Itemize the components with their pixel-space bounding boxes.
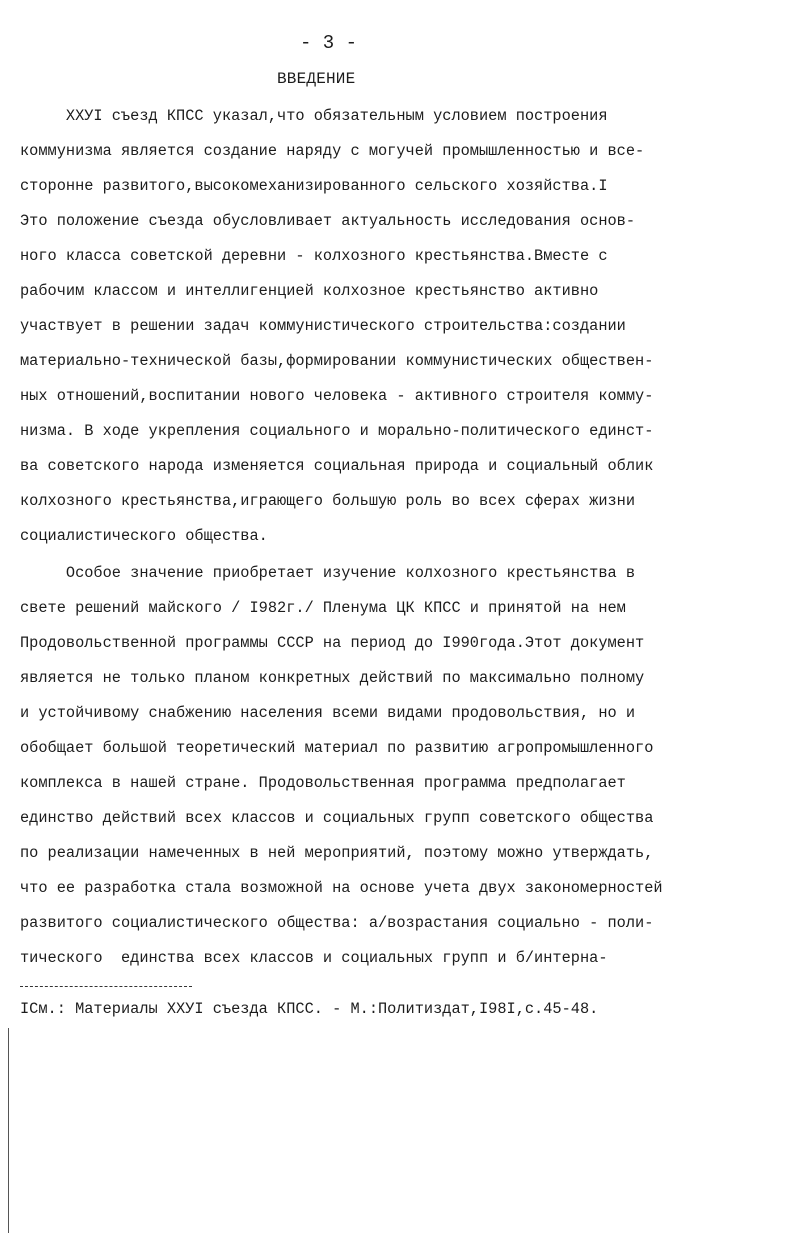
margin-line — [8, 1028, 9, 1233]
text-line: участвует в решении задач коммунистического строительства:создании — [20, 317, 626, 335]
text-line: Это положение съезда обусловливает актуальность исследования основ- — [20, 212, 636, 230]
text-line: является не только планом конкретных действий по максимально полному — [20, 669, 645, 687]
text-line: Особое значение приобретает изучение колхозного крестьянства в — [20, 564, 636, 582]
text-line: материально-технической базы,формировании коммунистических обществен- — [20, 352, 654, 370]
page-number: - 3 - — [300, 32, 358, 54]
text-line: ва советского народа изменяется социальная природа и социальный облик — [20, 457, 654, 475]
text-line: рабочим классом и интеллигенцией колхозное крестьянство активно — [20, 282, 599, 300]
paragraph-2 — [20, 556, 770, 976]
text-line: ХХУI съезд КПСС указал,что обязательным условием построения — [20, 107, 608, 125]
footnote: IСм.: Материалы ХХУI съезда КПСС. - М.:Политиздат,I98I,с.45-48. — [20, 1000, 599, 1018]
text-line: и устойчивому снабжению населения всеми видами продовольствия, но и — [20, 704, 636, 722]
paragraph-1 — [20, 99, 770, 554]
text-line: единство действий всех классов и социальных групп советского общества — [20, 809, 654, 827]
text-line: обобщает большой теоретический материал по развитию агропромышленного — [20, 739, 654, 757]
text-line: сторонне развитого,высокомеханизированного сельского хозяйства.I — [20, 177, 608, 195]
text-line: Продовольственной программы СССР на период до I990года.Этот документ — [20, 634, 645, 652]
text-line: комплекса в нашей стране. Продовольственная программа предполагает — [20, 774, 626, 792]
text-line: колхозного крестьянства,играющего большую роль во всех сферах жизни — [20, 492, 636, 510]
text-line: по реализации намеченных в ней мероприятий, поэтому можно утверждать, — [20, 844, 654, 862]
text-line: тического единства всех классов и социальных групп и б/интерна- — [20, 949, 608, 967]
text-line: развитого социалистического общества: а/возрастания социально - поли- — [20, 914, 654, 932]
text-line: низма. В ходе укрепления социального и морально-политического единст- — [20, 422, 654, 440]
text-line: коммунизма является создание наряду с могучей промышленностью и все- — [20, 142, 645, 160]
text-line: ного класса советской деревни - колхозного крестьянства.Вместе с — [20, 247, 608, 265]
text-line: социалистического общества. — [20, 527, 268, 545]
text-line: что ее разработка стала возможной на основе учета двух закономерностей — [20, 879, 663, 897]
page-title: ВВЕДЕНИЕ — [277, 70, 356, 88]
footnote-divider — [20, 986, 192, 987]
text-line: ных отношений,воспитании нового человека - активного строителя комму- — [20, 387, 654, 405]
text-line: свете решений майского / I982г./ Пленума ЦК КПСС и принятой на нем — [20, 599, 626, 617]
